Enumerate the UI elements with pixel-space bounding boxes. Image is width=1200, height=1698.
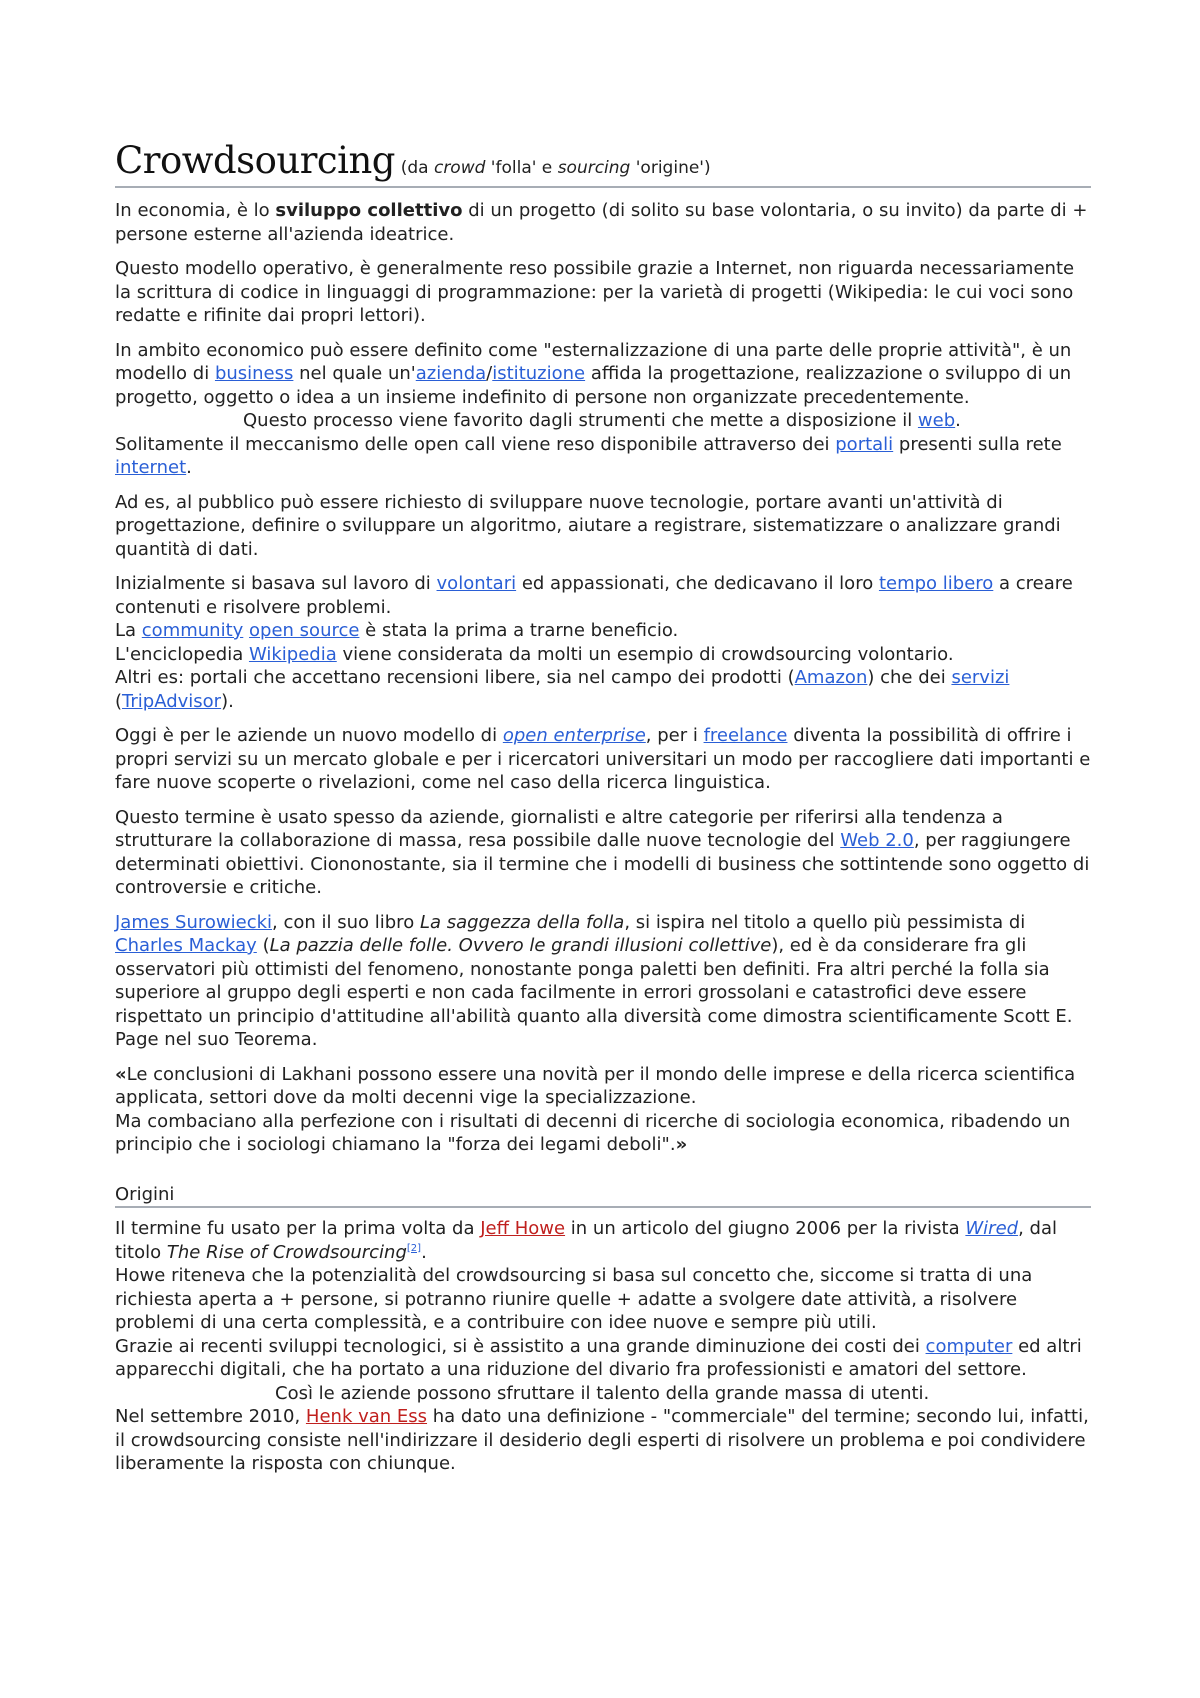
link-web[interactable]: web <box>917 410 956 431</box>
link-istituzione[interactable]: istituzione <box>492 363 586 384</box>
link-tempo-libero[interactable]: tempo libero <box>878 573 994 594</box>
paragraph-origini: Il termine fu usato per la prima volta da Jeff Howe in un articolo del giugno 2006 per la rivista Wired, dal titolo The Rise of Crowdsourcing[2]. Howe riteneva che la potenzialità del crowdsourcing si basa sul concetto che, siccome si tratta di una richiesta aperta a + persone, si potranno riunire quelle + adatte a svolgere date attività, a risolvere problemi di una certa complessità, e a contribuire con idee nuove e sempre più utili. Grazie ai recenti sviluppi tecnologici, si è assistito a una grande diminuzione dei costi dei computer ed altri apparecchi digitali, che ha portato a una riduzione del divario fra professionisti e amatori del settore.Così le aziende possono sfruttare il talento della grande massa di utenti. Nel settembre 2010, Henk van Ess ha dato una definizione - "commerciale" del termine; secondo lui, infatti, il crowdsourcing consiste nell'indirizzare il desiderio degli esperti di risolvere un problema e poi condividere liberamente la risposta con chiunque. <box>115 1218 1089 1474</box>
paragraph-intro: In economia, è lo sviluppo collettivo di un progetto (di solito su base volontaria, o su invito) da parte di + persone esterne all'azienda ideatrice. <box>115 200 1088 245</box>
link-open-enterprise[interactable]: open enterprise <box>502 725 646 746</box>
link-tripadvisor[interactable]: TripAdvisor <box>122 690 222 712</box>
page-subtitle: (da crowd 'folla' e sourcing 'origine') <box>400 158 711 178</box>
link-business[interactable]: business <box>214 363 294 384</box>
link-charles-mackay[interactable]: Charles Mackay <box>115 935 257 956</box>
link-amazon[interactable]: Amazon <box>794 667 868 688</box>
blockquote: «Le conclusioni di Lakhani possono essere una novità per il mondo delle imprese e della ricerca scientifica applicata, settori dove da molti decenni vige la specializzazione. Ma combaciano alla perfezione con i risultati di decenni di ricerche di sociologia economica, ribadendo un principio che i sociologi chiamano la "forza dei legami deboli".» <box>115 1063 1076 1155</box>
reference-link[interactable]: [2] <box>406 1242 422 1254</box>
link-computer[interactable]: computer <box>925 1335 1013 1357</box>
link-volontari[interactable]: volontari <box>436 573 517 594</box>
page-title-row <box>115 138 1091 188</box>
link-james-surowiecki[interactable]: James Surowiecki <box>115 911 273 933</box>
paragraph-open-enterprise: Oggi è per le aziende un nuovo modello di open enterprise, per i freelance diventa la possibilità di offrire i propri servizi su un mercato globale e per i ricercatori universitari un modo per raccogliere dati importanti e fare nuove scoperte o rivelazioni, come nel caso della ricerca linguistica. <box>115 725 1091 793</box>
link-open-source[interactable]: open source <box>249 620 360 641</box>
paragraph-economic: In ambito economico può essere definito come "esternalizzazione di una parte delle proprie attività", è un modello di business nel quale un'azienda/istituzione affida la progettazione, realizzazione o sviluppo di un progetto, oggetto o idea a un insieme indefinito di persone non organizzate precedentemente.Questo processo viene favorito dagli strumenti che mette a disposizione il web. Solitamente il meccanismo delle open call viene reso disponibile attraverso dei portali presenti sulla rete internet. <box>115 339 1072 478</box>
link-jeff-howe[interactable]: Jeff Howe <box>480 1218 566 1239</box>
paragraph-term-usage: Questo termine è usato spesso da aziende, giornalisti e altre categorie per riferirsi alla tendenza a strutturare la collaborazione di massa, resa possibile dalle nuove tecnologie del Web 2.0, per raggiungere determinati obiettivi. Ciononostante, sia il termine che i modelli di business che sottintende sono oggetto di controversie e critiche. <box>115 806 1090 898</box>
link-web-2-0[interactable]: Web 2.0 <box>840 830 914 851</box>
link-wired[interactable]: Wired <box>965 1218 1019 1239</box>
link-servizi[interactable]: servizi <box>951 667 1010 688</box>
link-azienda[interactable]: azienda <box>415 363 487 384</box>
link-wikipedia[interactable]: Wikipedia <box>248 643 337 665</box>
link-internet[interactable]: internet <box>115 457 187 478</box>
document <box>115 138 1091 1487</box>
link-community[interactable]: community <box>141 620 244 641</box>
section-title-origini: Origini <box>115 1183 1091 1209</box>
link-henk-van-ess[interactable]: Henk van Ess <box>305 1406 428 1427</box>
paragraph-model: Questo modello operativo, è generalmente reso possibile grazie a Internet, non riguarda necessariamente la scrittura di codice in linguaggi di programmazione: per la varietà di progetti (Wikipedia: le cui voci sono redatte e rifinite dai propri lettori). <box>115 258 1075 326</box>
paragraph-volunteers: Inizialmente si basava sul lavoro di volontari ed appassionati, che dedicavano il loro tempo libero a creare contenuti e risolvere problemi. La community open source è stata la prima a trarne beneficio. L'enciclopedia Wikipedia viene considerata da molti un esempio di crowdsourcing volontario. Altri es: portali che accettano recensioni libere, sia nel campo dei prodotti (Amazon) che dei servizi (TripAdvisor). <box>115 573 1073 712</box>
page-title: Crowdsourcing <box>115 139 395 182</box>
link-portali[interactable]: portali <box>835 433 894 455</box>
link-freelance[interactable]: freelance <box>703 725 788 746</box>
paragraph-surowiecki: James Surowiecki, con il suo libro La saggezza della folla, si ispira nel titolo a quello più pessimista di Charles Mackay (La pazzia delle folle. Ovvero le grandi illusioni collettive), ed è da considerare fra gli osservatori più ottimisti del fenomeno, nonostante ponga paletti ben definiti. Fra altri perché la folla sia superiore al gruppo degli esperti e non cada facilmente in errori grossolani e catastrofici deve essere rispettato un principio d'attitudine all'abilità quanto alla diversità come dimostra scientificamente Scott E. Page nel suo Teorema. <box>115 911 1073 1050</box>
paragraph-examples: Ad es, al pubblico può essere richiesto di sviluppare nuove tecnologie, portare avanti un'attività di progettazione, definire o sviluppare un algoritmo, aiutare a registrare, sistematizzare o analizzare grandi quantità di dati. <box>115 491 1061 560</box>
